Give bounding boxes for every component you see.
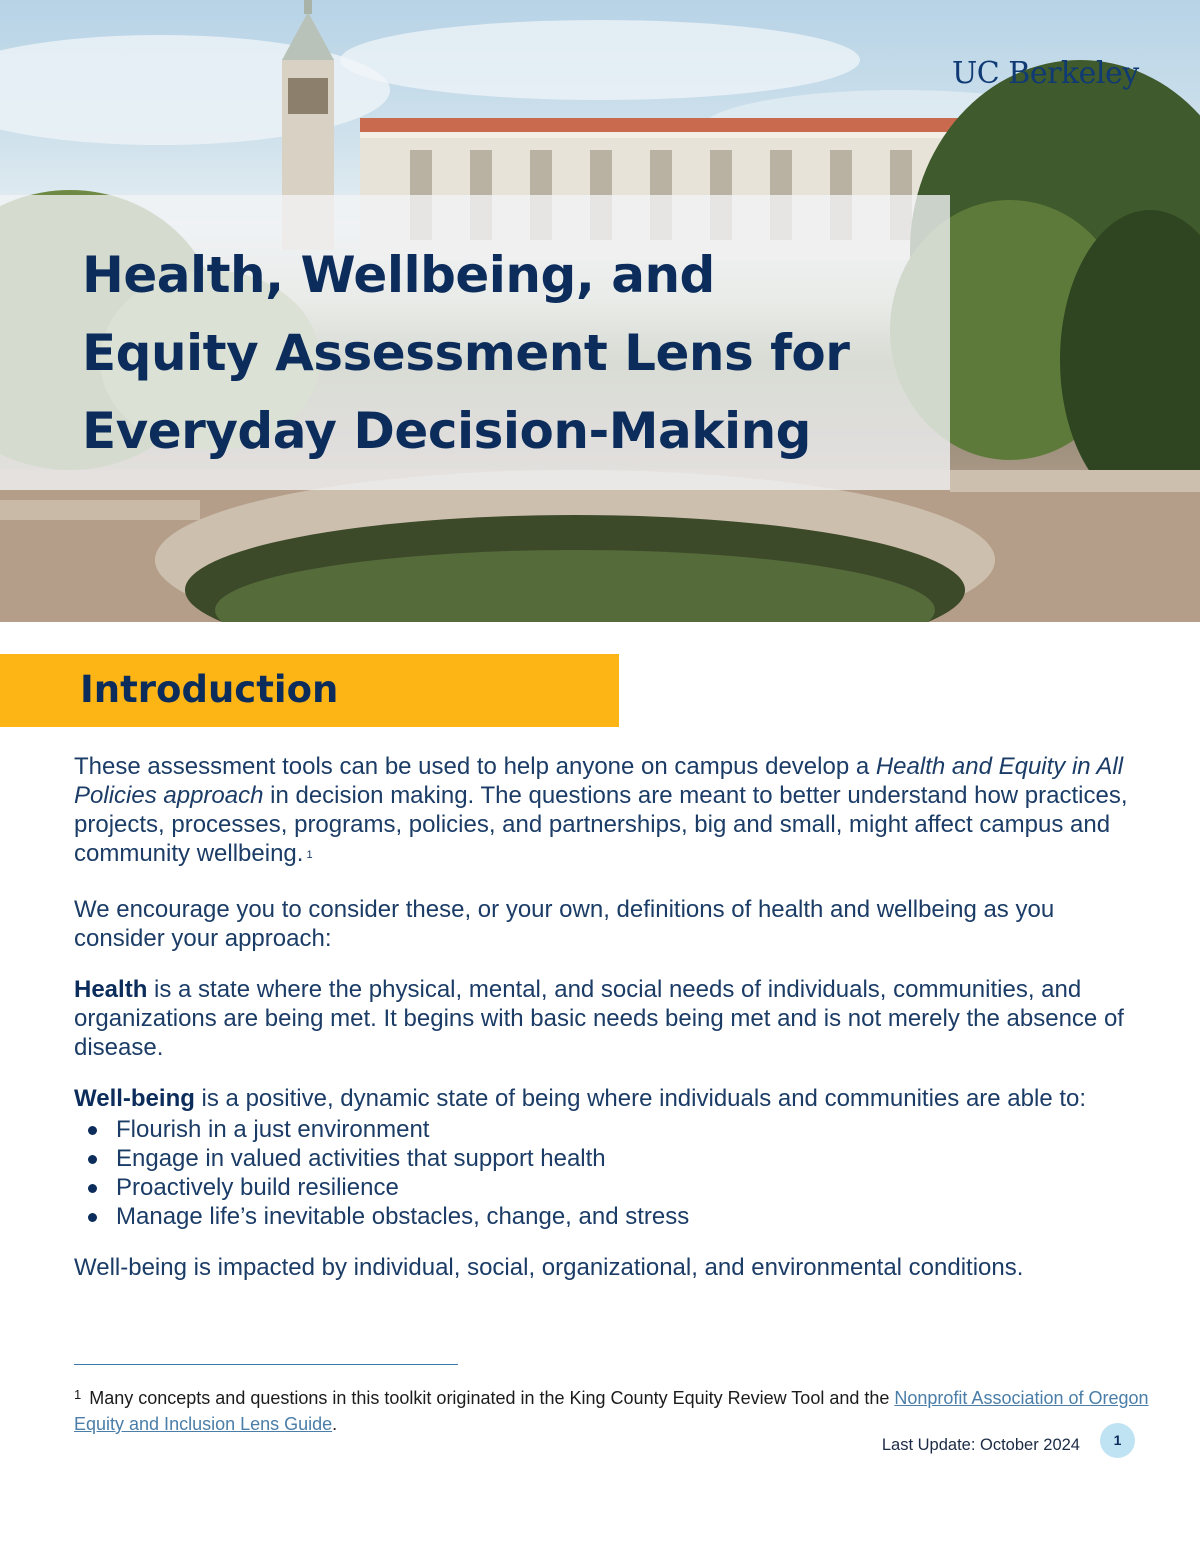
title-line-3: Everyday Decision-Making <box>82 402 811 460</box>
wellbeing-list <box>74 1115 1144 1231</box>
bullet-icon <box>88 1184 97 1193</box>
introduction-heading: Introduction <box>80 668 339 711</box>
bullet-icon <box>88 1126 97 1135</box>
closing-paragraph: Well-being is impacted by individual, social, organizational, and environmental conditions. <box>74 1254 1024 1281</box>
nonprofit-association-link[interactable]: Nonprofit Association of Oregon Equity and Inclusion Lens Guide <box>74 1388 1149 1434</box>
policies-approach-emphasis: Health and Equity in All Policies approach <box>74 753 1124 809</box>
health-term: Health <box>74 976 148 1003</box>
page-title <box>82 236 932 470</box>
page-number-badge: 1 <box>1100 1423 1135 1458</box>
footnote: $^1$ Many concepts and questions in this toolkit originated in the King County Equity Review Tool and the Nonprofit Association of Oregon Equity and Inclusion Lens Guide. <box>74 1387 1149 1434</box>
list-item: Proactively build resilience <box>74 1173 1144 1202</box>
title-line-1: Health, Wellbeing, and <box>82 246 715 304</box>
bullet-icon <box>88 1213 97 1222</box>
intro-paragraph: These assessment tools can be used to help anyone on campus develop a Health and Equity in All Policies approach in decision making. The questions are meant to better understand how practices, projects, processes, programs, policies, and partnerships, big and small, might affect campus and community wellbeing. 1 <box>74 753 1128 867</box>
uc-berkeley-logo: UC Berkeley <box>952 56 1139 91</box>
title-line-2: Equity Assessment Lens for <box>82 324 850 382</box>
footnote-number: 1 <box>74 1387 82 1402</box>
last-update-label: Last Update: October 2024 <box>881 1436 1080 1454</box>
introduction-body <box>74 752 1144 1304</box>
hero-banner <box>0 0 1200 622</box>
list-item: Flourish in a just environment <box>74 1115 1144 1144</box>
health-definition: Health is a state where the physical, mental, and social needs of individuals, communities, and organizations are being met. It begins with basic needs being met and is not merely the absence of disease. <box>74 976 1124 1061</box>
wellbeing-definition: Well-being is a positive, dynamic state of being where individuals and communities are able to: <box>74 1085 1087 1112</box>
wellbeing-term: Well-being <box>74 1085 195 1112</box>
list-item: Engage in valued activities that support health <box>74 1144 1144 1173</box>
introduction-banner <box>0 654 619 727</box>
footnote-divider <box>74 1364 458 1365</box>
definitions-paragraph: We encourage you to consider these, or your own, definitions of health and wellbeing as you consider your approach: <box>74 896 1055 952</box>
bullet-icon <box>88 1155 97 1164</box>
footnote-reference[interactable]: 1 <box>306 849 313 861</box>
list-item: Manage life’s inevitable obstacles, change, and stress <box>74 1202 1144 1231</box>
